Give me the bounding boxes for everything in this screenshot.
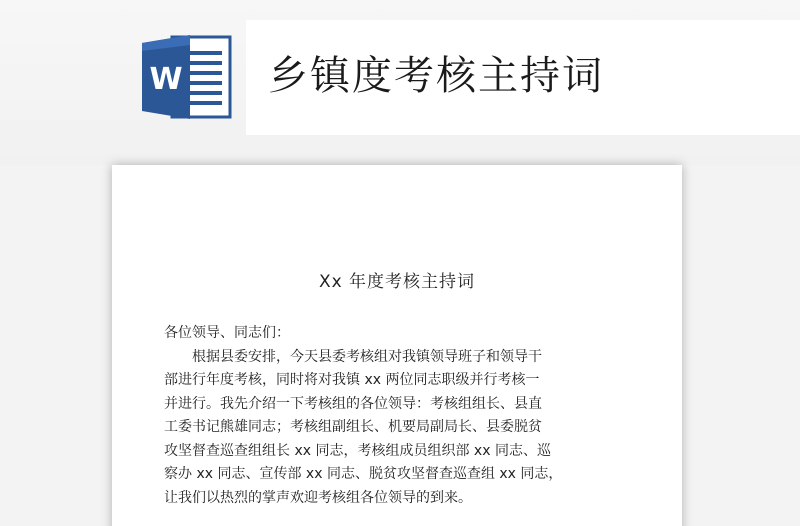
document-page bbox=[112, 165, 682, 526]
paragraph-line: 根据县委安排，今天县委考核组对我镇领导班子和领导干 bbox=[192, 348, 542, 365]
document-title: Xx 年度考核主持词 bbox=[318, 272, 476, 292]
paragraph-line: 攻坚督查巡查组组长 xx 同志，考核组成员组织部 xx 同志、巡 bbox=[164, 442, 551, 459]
document-body bbox=[164, 322, 564, 510]
page-title: 乡镇度考核主持词 bbox=[268, 53, 604, 99]
paragraph-line: 部进行年度考核，同时将对我镇 xx 两位同志职级并行考核一 bbox=[164, 372, 540, 388]
word-document-icon bbox=[142, 33, 232, 121]
salutation-line: 各位领导、同志们： bbox=[164, 325, 290, 341]
paragraph-line: 工委书记熊雄同志；考核组副组长、机要局副局长、县委脱贫 bbox=[164, 419, 542, 435]
paragraph-line: 察办 xx 同志、宣传部 xx 同志、脱贫攻坚督查巡查组 xx 同志， bbox=[164, 466, 563, 482]
svg-text:W: W bbox=[149, 62, 183, 97]
paragraph-line: 让我们以热烈的掌声欢迎考核组各位领导的到来。 bbox=[164, 489, 472, 506]
paragraph-line: 并进行。我先介绍一下考核组的各位领导：考核组组长、县直 bbox=[164, 395, 542, 412]
